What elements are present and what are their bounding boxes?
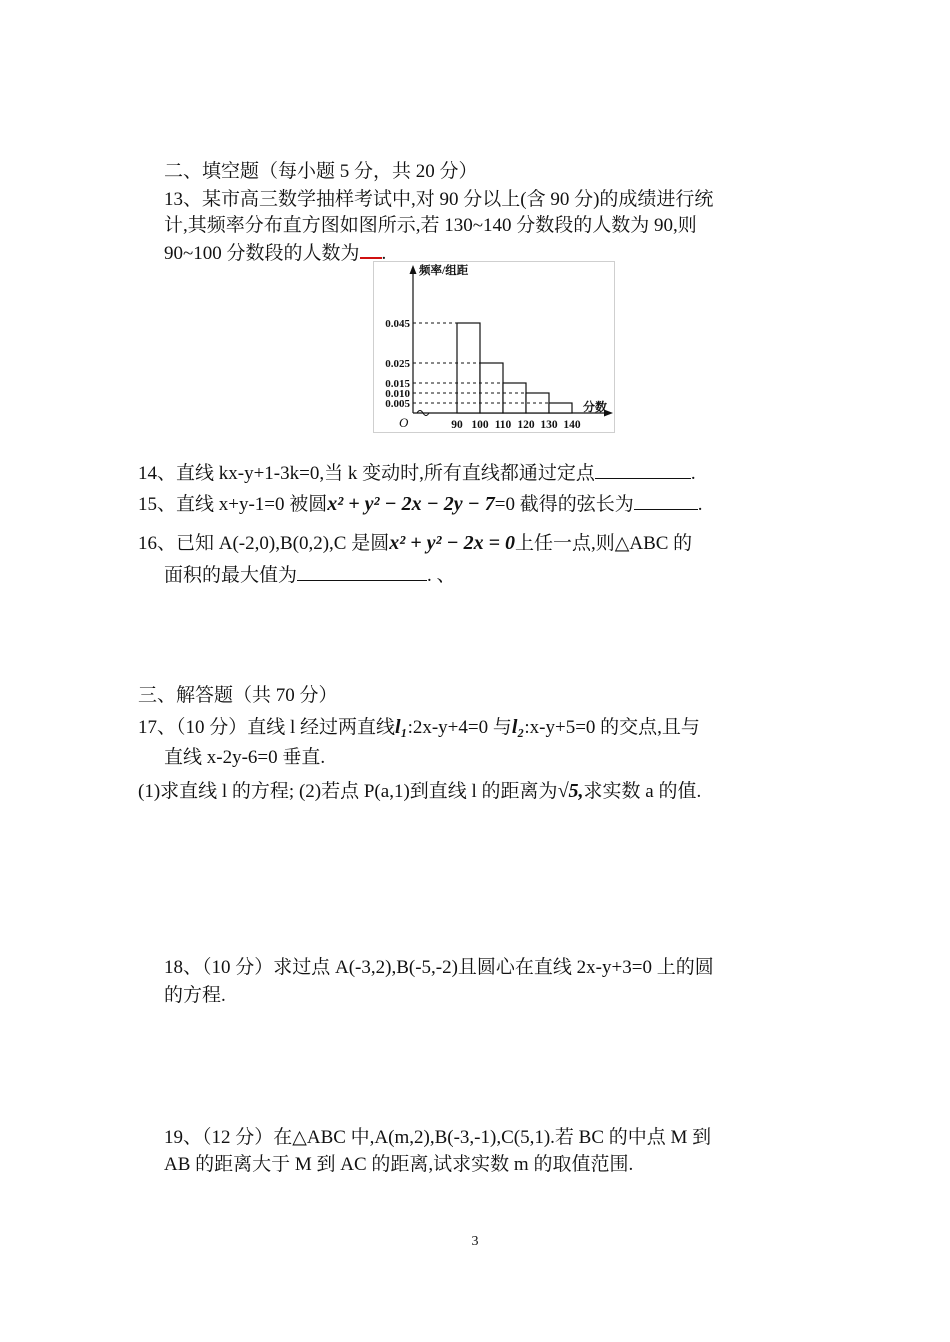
q16-line2 <box>164 563 456 588</box>
q17-line3-post: 求实数 a 的值. <box>583 781 702 802</box>
q14-end: . <box>690 463 696 484</box>
q17-line3-pre: (1)求直线 l 的方程; (2)若点 P(a,1)到直线 l 的距离为 <box>138 781 558 802</box>
section3-heading: 三、解答题（共 70 分） <box>138 685 338 706</box>
q16-line1 <box>138 531 692 556</box>
q17-mid: :2x-y+4=0 与 <box>407 717 512 738</box>
q15-pre: 15、直线 x+y-1=0 被圆 <box>138 494 328 515</box>
q15-formula: x² + y² − 2x − 2y − 7 <box>327 493 495 515</box>
answer-blank-15[interactable] <box>634 492 698 510</box>
q17-pre: 17、（10 分）直线 l 经过两直线 <box>138 717 396 738</box>
q18-line2: 的方程. <box>164 985 226 1006</box>
q17-post: :x-y+5=0 的交点,且与 <box>524 717 700 738</box>
y-axis-arrow <box>410 265 417 274</box>
x-tick-label: 100 <box>471 419 489 431</box>
q17-line1 <box>138 715 700 740</box>
q16-formula: x² + y² − 2x = 0 <box>389 532 515 554</box>
answer-blank-13[interactable] <box>360 240 382 259</box>
q17-sqrt5: √5, <box>557 780 584 802</box>
x-tick-label: 110 <box>494 419 512 431</box>
q13-line2: 计,其频率分布直方图如图所示,若 130~140 分数段的人数为 90,则 <box>164 215 697 236</box>
y-tick-label: 0.015 <box>385 378 410 390</box>
x-tick-label: 130 <box>540 419 558 431</box>
section2-heading: 二、填空题（每小题 5 分，共 20 分） <box>164 161 478 182</box>
q18-line1: 18、（10 分）求过点 A(-3,2),B(-5,-2)且圆心在直线 2x-y+3=0 上的圆 <box>164 957 714 978</box>
q17-l1: l₁ <box>395 716 408 738</box>
q15-line <box>138 492 702 517</box>
q14-text: 14、直线 kx-y+1-3k=0,当 k 变动时,所有直线都通过定点 <box>138 463 595 484</box>
q17-l2: l₂ <box>511 716 525 738</box>
histogram-bar <box>503 383 526 413</box>
y-axis-label: 频率/组距 <box>419 265 469 277</box>
histogram-bar <box>457 323 480 413</box>
histogram-bar <box>480 363 503 413</box>
q16-pre: 16、已知 A(-2,0),B(0,2),C 是圆 <box>138 533 390 554</box>
answer-blank-16[interactable] <box>297 563 427 581</box>
answer-blank-14[interactable] <box>595 461 691 479</box>
frequency-histogram <box>373 261 615 433</box>
q13-line3 <box>164 240 386 266</box>
y-tick-label: 0.010 <box>385 388 410 400</box>
y-tick-label: 0.025 <box>385 358 410 370</box>
q13-line1: 13、某市高三数学抽样考试中,对 90 分以上(含 90 分)的成绩进行统 <box>164 189 714 210</box>
origin-label: O <box>399 415 409 430</box>
q17-line3 <box>138 779 701 804</box>
q13-line3-text: 90~100 分数段的人数为 <box>164 243 360 264</box>
histogram-bar <box>549 403 572 413</box>
y-tick-label: 0.005 <box>385 398 410 410</box>
q19-line2: AB 的距离大于 M 到 AC 的距离,试求实数 m 的取值范围. <box>164 1154 634 1175</box>
x-tick-label: 120 <box>517 419 535 431</box>
q16-line2-end: . 、 <box>427 565 456 586</box>
x-tick-label: 140 <box>563 419 581 431</box>
x-axis-label: 分数 <box>583 400 608 414</box>
q16-post: 上任一点,则△ABC 的 <box>514 533 693 554</box>
q15-post: =0 截得的弦长为 <box>494 494 634 515</box>
page-number: 3 <box>471 1234 479 1249</box>
q19-line1: 19、（12 分）在△ABC 中,A(m,2),B(-3,-1),C(5,1).若 BC 的中点 M 到 <box>164 1127 712 1148</box>
y-tick-label: 0.045 <box>385 318 410 330</box>
q13-line3-end: . <box>381 243 387 264</box>
q17-line2: 直线 x-2y-6=0 垂直. <box>164 747 326 768</box>
q15-end: . <box>697 494 703 515</box>
q16-line2-text: 面积的最大值为 <box>164 565 298 586</box>
q14-line <box>138 461 696 486</box>
x-tick-label: 90 <box>451 419 463 431</box>
